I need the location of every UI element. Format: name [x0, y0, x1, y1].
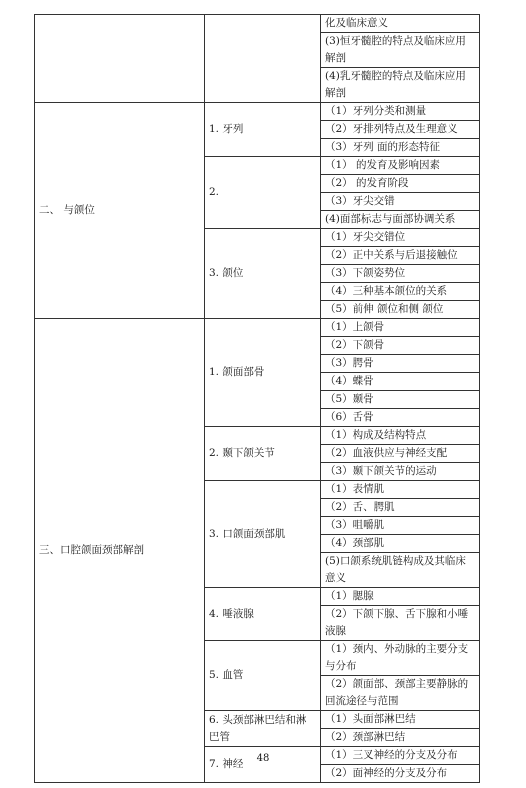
topic-item: （2）牙排列特点及生理意义 — [321, 121, 480, 139]
unit-title: 4. 唾液腺 — [205, 588, 321, 641]
topic-item: （4）颈部肌 — [321, 535, 480, 553]
topic-item: (3)恒牙髓腔的特点及临床应用解剖 — [321, 33, 480, 68]
topic-item: （3）咀嚼肌 — [321, 517, 480, 535]
topic-item: （1）构成及结构特点 — [321, 427, 480, 445]
section-title: 三、口腔颌面颈部解剖 — [35, 319, 205, 783]
topic-item: （1）牙尖交错位 — [321, 229, 480, 247]
topic-item: （1）三叉神经的分支及分布 — [321, 747, 480, 765]
topic-item: （1）腮腺 — [321, 588, 480, 606]
topic-item: （1）颈内、外动脉的主要分支与分布 — [321, 641, 480, 676]
syllabus-table — [34, 14, 480, 783]
topic-item: (4)面部标志与面部协调关系 — [321, 211, 480, 229]
topic-item: （3）颞下颌关节的运动 — [321, 463, 480, 481]
unit-title — [205, 15, 321, 103]
topic-item: （2）血液供应与神经支配 — [321, 445, 480, 463]
topic-item: （1）表情肌 — [321, 481, 480, 499]
topic-item: （1）头面部淋巴结 — [321, 711, 480, 729]
topic-item: （2）下颌骨 — [321, 337, 480, 355]
topic-item: （3）牙列 面的形态特征 — [321, 139, 480, 157]
topic-item: （1）上颌骨 — [321, 319, 480, 337]
unit-title: 2. 颞下颌关节 — [205, 427, 321, 481]
topic-item: （2）下颌下腺、舌下腺和小唾液腺 — [321, 606, 480, 641]
table-row — [35, 15, 480, 33]
topic-item: (5)口颌系统肌链构成及其临床意义 — [321, 553, 480, 588]
topic-item: （3）牙尖交错 — [321, 193, 480, 211]
unit-title: 5. 血管 — [205, 641, 321, 711]
topic-item: （2） 的发育阶段 — [321, 175, 480, 193]
unit-title: 7. 神经 — [205, 747, 321, 783]
unit-title: 3. 颌位 — [205, 229, 321, 319]
topic-item: （3）下颌姿势位 — [321, 265, 480, 283]
topic-item: (4)乳牙髓腔的特点及临床应用解剖 — [321, 68, 480, 103]
topic-item: （2）颌面部、颈部主要静脉的回流途径与范围 — [321, 676, 480, 711]
topic-item: （6）舌骨 — [321, 409, 480, 427]
syllabus-table-body — [35, 15, 480, 783]
topic-item: （2）舌、腭肌 — [321, 499, 480, 517]
topic-item: （4）三种基本颌位的关系 — [321, 283, 480, 301]
topic-item: （3）腭骨 — [321, 355, 480, 373]
topic-item: （5）前伸 颌位和侧 颌位 — [321, 301, 480, 319]
unit-title: 1. 颌面部骨 — [205, 319, 321, 427]
section-title — [35, 15, 205, 103]
unit-title: 1. 牙列 — [205, 103, 321, 157]
unit-title: 6. 头颈部淋巴结和淋巴管 — [205, 711, 321, 747]
topic-item: （1）牙列分类和测量 — [321, 103, 480, 121]
topic-item: 化及临床意义 — [321, 15, 480, 33]
table-row — [35, 103, 480, 121]
unit-title: 2. — [205, 157, 321, 229]
unit-title: 3. 口颌面颈部肌 — [205, 481, 321, 588]
section-title: 二、 与颌位 — [35, 103, 205, 319]
topic-item: （2）正中关系与后退接触位 — [321, 247, 480, 265]
topic-item: （1） 的发育及影响因素 — [321, 157, 480, 175]
topic-item: （2）面神经的分支及分布 — [321, 765, 480, 783]
table-row — [35, 319, 480, 337]
topic-item: （2）颈部淋巴结 — [321, 729, 480, 747]
topic-item: （5）颞骨 — [321, 391, 480, 409]
topic-item: （4）蝶骨 — [321, 373, 480, 391]
page-number: 48 — [256, 753, 270, 764]
